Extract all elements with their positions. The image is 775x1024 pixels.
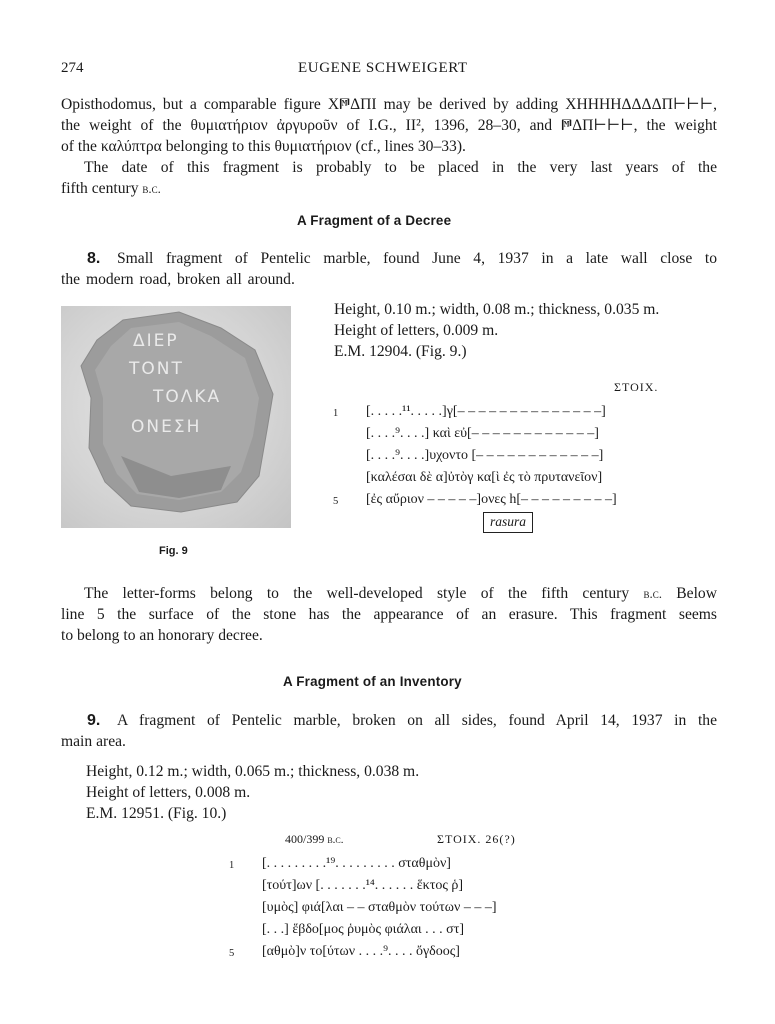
inscription-9-line-2: [τούτ]ων [. . . . . . .¹⁴. . . . . . ἕκτος ῥ] — [262, 878, 464, 893]
fig-9-letters-4: ΟΝΕΣΗ — [131, 417, 202, 437]
inscription-9-line-3: [υμὸς] φιά[λαι – – σταθμὸν τούτων – – –] — [262, 900, 497, 915]
line-number-8-5: 5 — [333, 496, 339, 507]
section-heading-inventory: A Fragment of an Inventory — [283, 674, 462, 689]
intro-line-4: The date of this fragment is probably to be placed in the very last years of the — [84, 159, 717, 176]
fig-9-letters-1: ΔΙΕΡ — [133, 331, 179, 351]
entry-9-dims-1: Height, 0.12 m.; width, 0.065 m.; thickness, 0.038 m. — [86, 763, 420, 780]
fig-9-caption: Fig. 9 — [159, 545, 188, 557]
page-number: 274 — [61, 60, 84, 76]
inscription-9-date-year: 400/399 — [285, 832, 325, 846]
stoichedon-label-8: ΣΤΟΙΧ. — [614, 380, 659, 394]
inscription-9-line-1: [. . . . . . . . .¹⁹. . . . . . . . . σταθμὸν] — [262, 856, 451, 871]
fig-9-photo — [61, 306, 291, 528]
section-heading-decree: A Fragment of a Decree — [297, 213, 452, 228]
inscription-9-line-5: [αθμὸ]ν το[ύτων . . . .⁹. . . . ὄγδοος] — [262, 944, 460, 959]
entry-9-text-1: A fragment of Pentelic marble, broken on all sides, found April 14, 1937 in the — [117, 712, 717, 729]
entry-9-text-2: main area. — [61, 733, 126, 750]
intro-line-5-text: fifth century — [61, 180, 139, 197]
fig-9-stone — [61, 306, 291, 528]
line-number-8-1: 1 — [333, 408, 339, 419]
intro-line-5 — [61, 178, 161, 199]
rasura-box: rasura — [483, 512, 533, 533]
entry-number-9: 9. — [87, 712, 101, 729]
entry-8-after-3: to belong to an honorary decree. — [61, 627, 263, 644]
inscription-9-date — [285, 832, 344, 847]
fig-9-letters-3: ΤΟΛΚΑ — [153, 387, 222, 407]
entry-number-8: 8. — [87, 250, 101, 267]
entry-8-text-2: the modern road, broken all around. — [61, 271, 295, 288]
line-number-9-1: 1 — [229, 860, 235, 871]
entry-8-after-2: line 5 the surface of the stone has the appearance of an erasure. This fragment seems — [61, 606, 717, 623]
inscription-8-line-4: [καλέσαι δὲ α]ὐτὸγ κα[ὶ ἐς τὸ πρυτανεῖον] — [366, 470, 603, 485]
inscription-8-line-2: [. . . .⁹. . . .] καὶ εὐ[– – – – – – – – – – – –] — [366, 426, 599, 441]
entry-8-after-1-end: Below — [676, 585, 717, 602]
entry-8-after-1-text: The letter-forms belong to the well-developed style of the fifth century — [84, 585, 630, 602]
entry-8-line-1 — [87, 248, 100, 269]
running-title: EUGENE SCHWEIGERT — [298, 60, 468, 76]
entry-8-dims-2: Height of letters, 0.009 m. — [334, 322, 499, 339]
inscription-9-line-4: [. . .] ἕβδο[μος ῥυμὸς φιάλαι . . . στ] — [262, 922, 465, 937]
stoichedon-label-9: ΣΤΟΙΧ. 26(?) — [437, 832, 516, 846]
inscription-9-date-era: b.c. — [327, 834, 344, 846]
intro-line-1: Opisthodomus, but a comparable figure X𐅇ΔΠΙ may be derived by adding XHHHHΔΔΔΔΠ⊢⊢⊢, — [61, 96, 717, 113]
entry-9-dims-3: E.M. 12951. (Fig. 10.) — [86, 805, 227, 822]
inscription-8-line-3: [. . . .⁹. . . .]υχοντο [– – – – – – – – – – – –] — [366, 448, 604, 463]
intro-line-2: the weight of the θυμιατήριον ἀργυροῦν of I.G., II², 1396, 28–30, and 𐅇ΔΠ⊢⊢⊢, the weight — [61, 117, 717, 134]
entry-9-dims-2: Height of letters, 0.008 m. — [86, 784, 251, 801]
entry-8-after-1-era: b.c. — [643, 586, 662, 601]
entry-8-dims-1: Height, 0.10 m.; width, 0.08 m.; thickness, 0.035 m. — [334, 301, 660, 318]
intro-line-5-era: b.c. — [142, 181, 161, 196]
fig-9-letters-2: ΤΟΝΤ — [129, 359, 184, 379]
entry-9-line-1 — [87, 710, 100, 731]
entry-8-dims-3: E.M. 12904. (Fig. 9.) — [334, 343, 467, 360]
line-number-9-5: 5 — [229, 948, 235, 959]
inscription-8-line-1: [. . . . .¹¹. . . . .]γ[– – – – – – – – – – – – – –] — [366, 404, 606, 419]
inscription-8-line-5: [ἐς αὔριον – – – – –]ονες h[– – – – – – – – –] — [366, 492, 617, 507]
entry-8-after-1 — [84, 583, 717, 604]
intro-line-3: of the καλύπτρα belonging to this θυμιατήριον (cf., lines 30–33). — [61, 138, 466, 155]
entry-8-text-1: Small fragment of Pentelic marble, found June 4, 1937 in a late wall close to — [117, 250, 717, 267]
